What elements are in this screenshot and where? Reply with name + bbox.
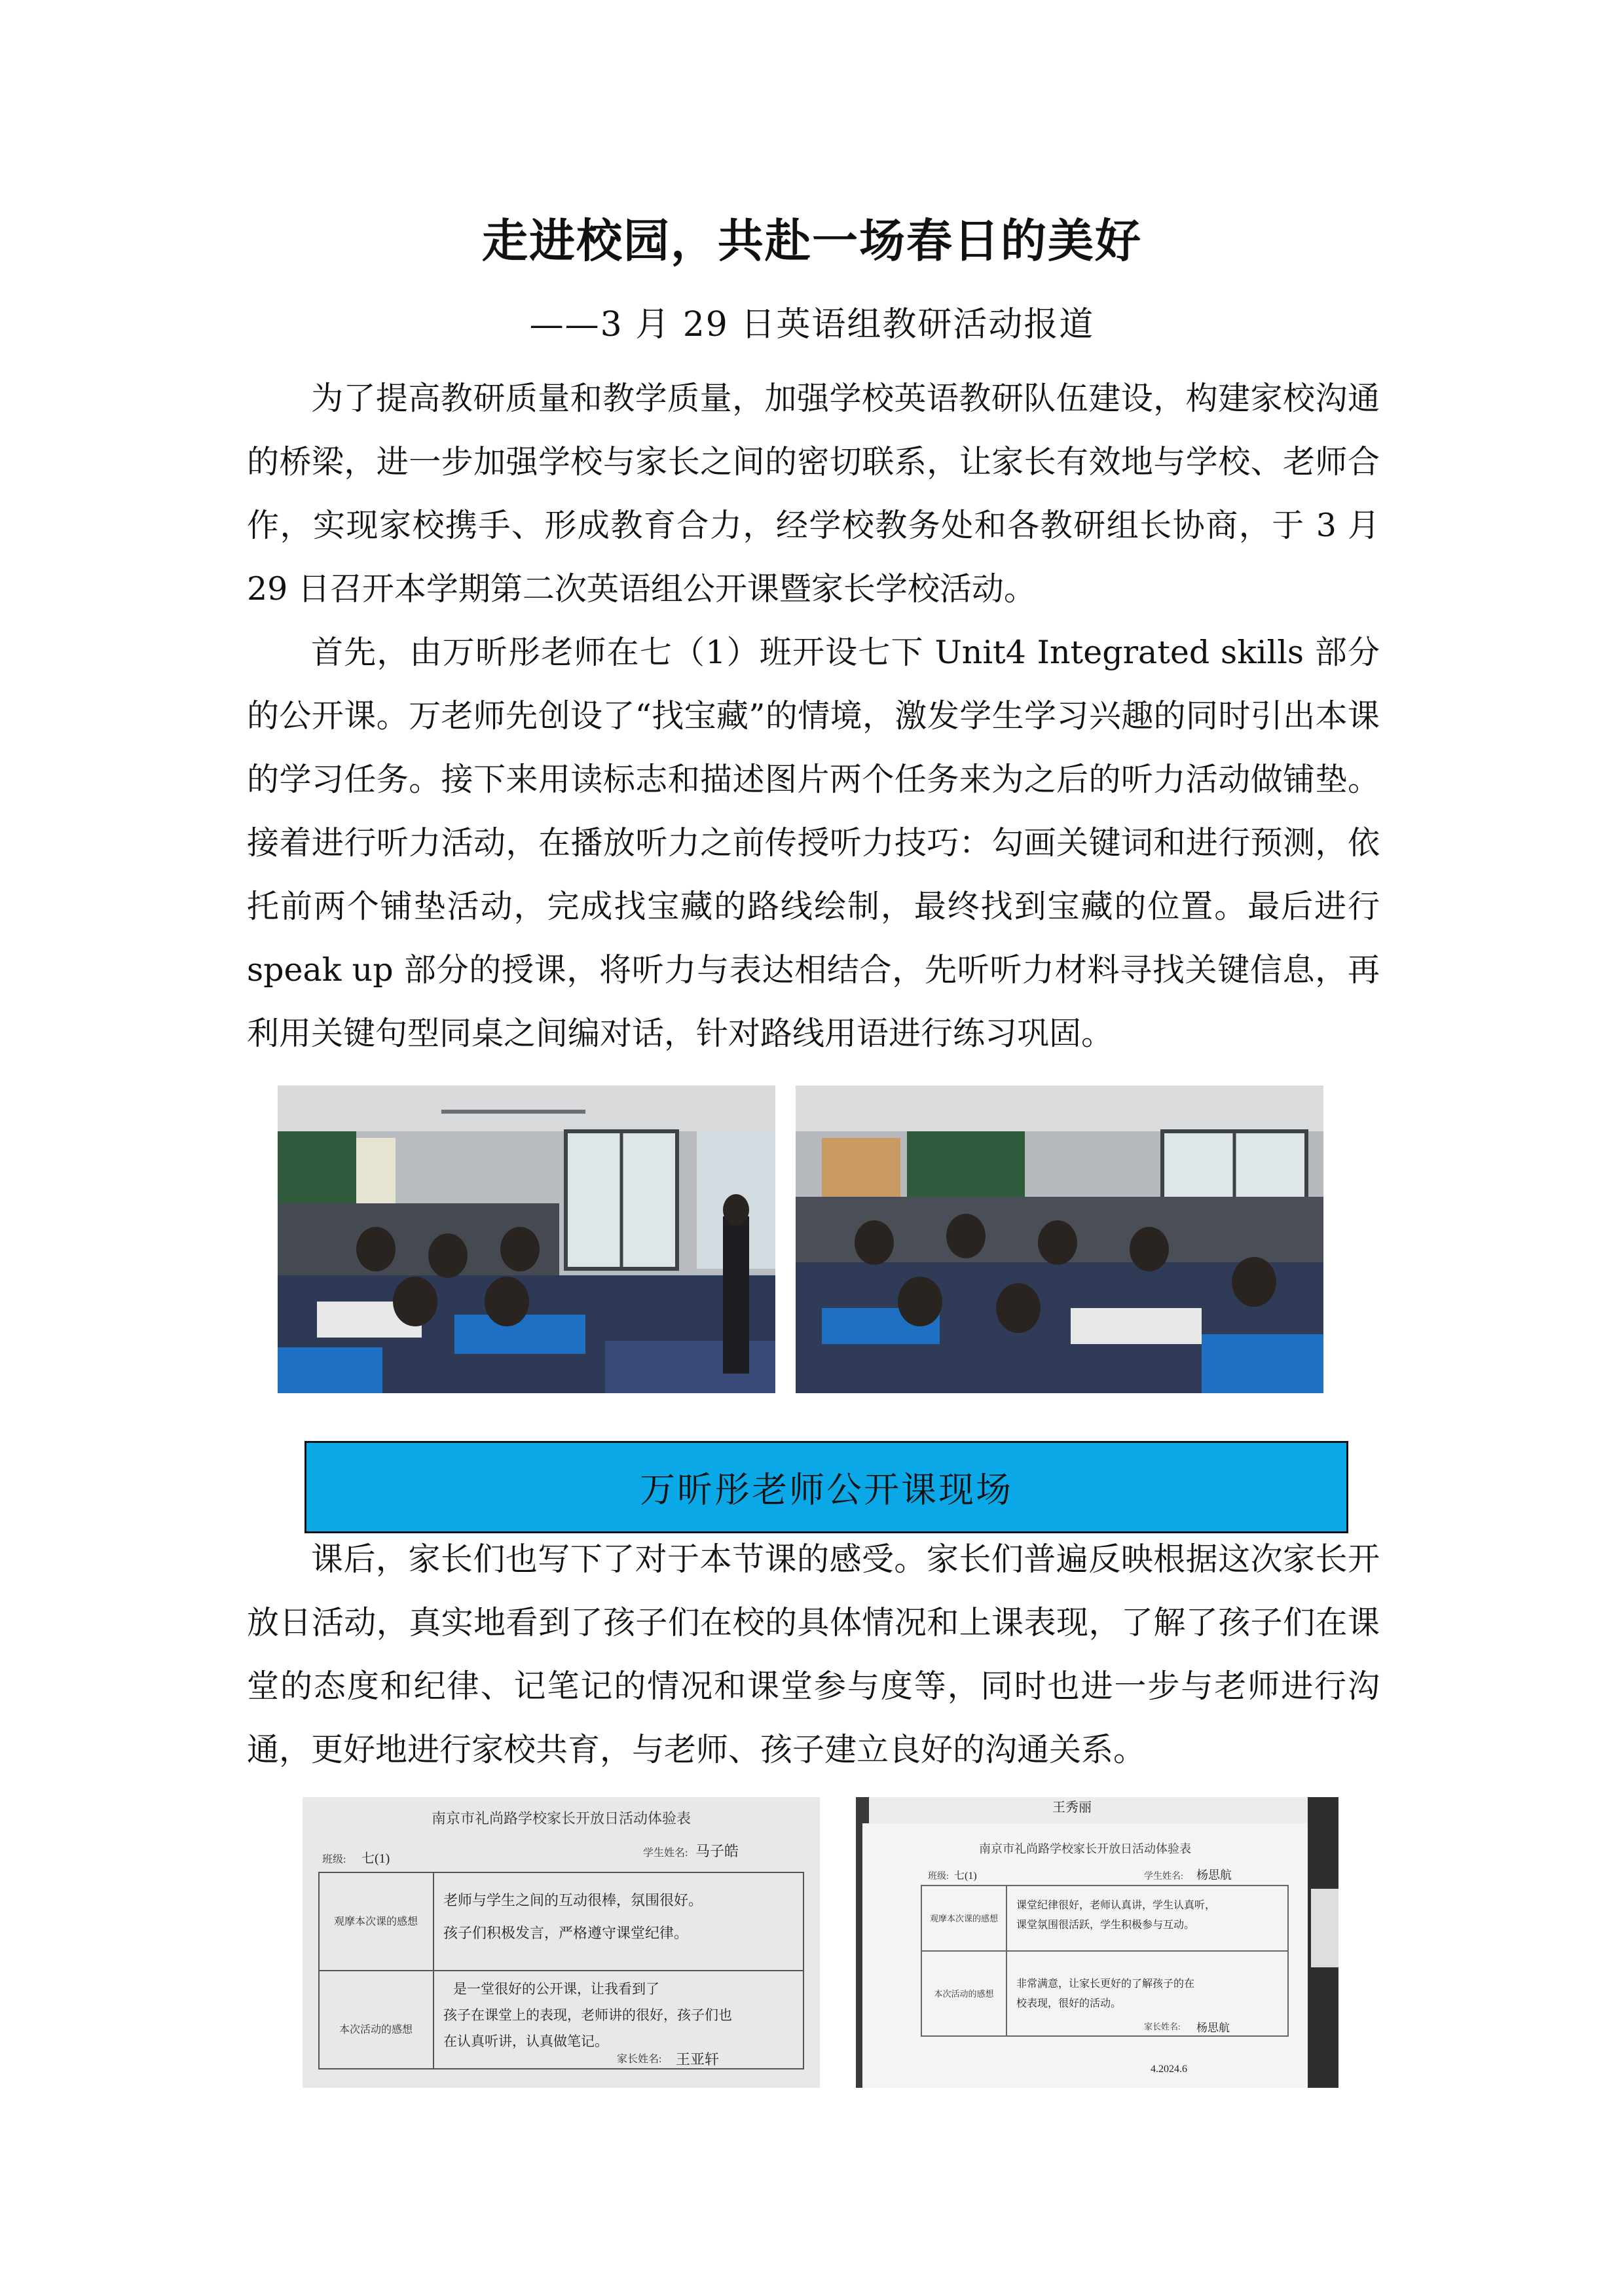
form2-parent-name: 杨思航 <box>1196 2022 1230 2034</box>
classroom-photo-left-image <box>278 1085 775 1393</box>
classroom-photo-right-image <box>796 1085 1323 1393</box>
paragraph-feedback: 课后，家长们也写下了对于本节课的感受。家长们普遍反映根据这次家长开放日活动，真实地看到了孩子们在校的具体情况和上课表现，了解了孩子们在课堂的态度和纪律、记笔记的情况和课堂参与度等，同时也进一步与老师进行沟通，更好地进行家校共育，与老师、孩子建立良好的沟通关系。 <box>247 1540 1380 1768</box>
paragraph-intro: 为了提高教研质量和教学质量，加强学校英语教研队伍建设，构建家校沟通的桥梁，进一步加强学校与家长之间的密切联系，让家长有效地与学校、老师合作，实现家校携手、形成教育合力，经学校教务处和各教研组长协商，于 3 月 29 日召开本学期第二次英语组公开课暨家长学校活动。 <box>247 380 1380 608</box>
form2-row1-label: 观摩本次课的感想 <box>929 1914 999 1923</box>
form1-student-name: 马子皓 <box>695 1843 739 1859</box>
form1-row1-text-a: 老师与学生之间的互动很棒，氛围很好。 <box>443 1892 703 1908</box>
form2-row1-text-a: 课堂纪律很好，老师认真讲，学生认真听， <box>1016 1900 1216 1911</box>
feedback-form-left-image <box>303 1797 820 2088</box>
form2-parent-label: 家长姓名: <box>1144 2022 1181 2032</box>
classroom-photo-left <box>278 1085 775 1393</box>
form1-row1-text-b: 孩子们积极发言，严格遵守课堂纪律。 <box>443 1925 689 1941</box>
form2-class-label: 班级: <box>928 1872 949 1882</box>
paragraph-lesson: 首先，由万昕彤老师在七（1）班开设七下 Unit4 Integrated skills 部分的公开课。万老师先创设了“找宝藏”的情境，激发学生学习兴趣的同时引出本课的学习任务。接下来用读标志和描述图片两个任务来为之后的听力活动做铺垫。接着进行听力活动，在播放听力之前传授听力技巧：勾画关键词和进行预测，依托前两个铺垫活动，完成找宝藏的路线绘制，最终找到宝藏的位置。最后进行 speak up 部分的授课，将听力与表达相结合，先听听力材料寻找关键信息，再利用关键句型同桌之间编对话，针对路线用语进行练习巩固。 <box>247 634 1380 1052</box>
form2-top-name: 王秀丽 <box>1052 1800 1092 1815</box>
form2-student-label: 学生姓名: <box>1144 1872 1183 1882</box>
feedback-form-right-image <box>856 1797 1338 2088</box>
form2-student-name: 杨思航 <box>1196 1868 1232 1882</box>
feedback-form-photo-left <box>303 1797 820 2088</box>
form2-row2-label: 本次活动的感想 <box>934 1989 994 1999</box>
form2-row2-text-b: 校表现，很好的活动。 <box>1016 1998 1122 2009</box>
photo-caption: 万昕彤老师公开课现场 <box>304 1441 1348 1533</box>
form1-student-label: 学生姓名: <box>643 1848 688 1859</box>
form2-date: 4.2024.6 <box>1151 2064 1187 2075</box>
page-title: 走进校园，共赴一场春日的美好 <box>482 214 1142 268</box>
form1-row2-text-c: 在认真听讲，认真做笔记。 <box>443 2033 608 2049</box>
form1-row2-label: 本次活动的感想 <box>339 2024 413 2035</box>
classroom-photo-right <box>796 1085 1323 1393</box>
form1-row2-text-a: 是一堂很好的公开课，让我看到了 <box>453 1981 659 1997</box>
form1-row2-text-b: 孩子在课堂上的表现，老师讲的很好，孩子们也 <box>443 2007 732 2023</box>
form2-row1-text-b: 课堂氛围很活跃，学生积极参与互动。 <box>1016 1920 1195 1931</box>
form1-row1-label: 观摩本次课的感想 <box>333 1916 418 1927</box>
form2-header: 南京市礼尚路学校家长开放日活动体验表 <box>979 1842 1191 1855</box>
form2-row2-text-a: 非常满意，让家长更好的了解孩子的在 <box>1016 1978 1195 1990</box>
form1-parent-name: 王亚轩 <box>676 2051 720 2068</box>
form1-class-label: 班级: <box>322 1854 346 1865</box>
feedback-form-photo-right <box>856 1797 1338 2088</box>
form1-parent-label: 家长姓名: <box>617 2054 662 2065</box>
page-subtitle: ——3 月 29 日英语组教研活动报道 <box>529 305 1095 344</box>
form2-class-value: 七(1) <box>954 1870 977 1882</box>
form1-class-value: 七(1) <box>361 1851 390 1866</box>
form1-header: 南京市礼尚路学校家长开放日活动体验表 <box>431 1810 692 1827</box>
